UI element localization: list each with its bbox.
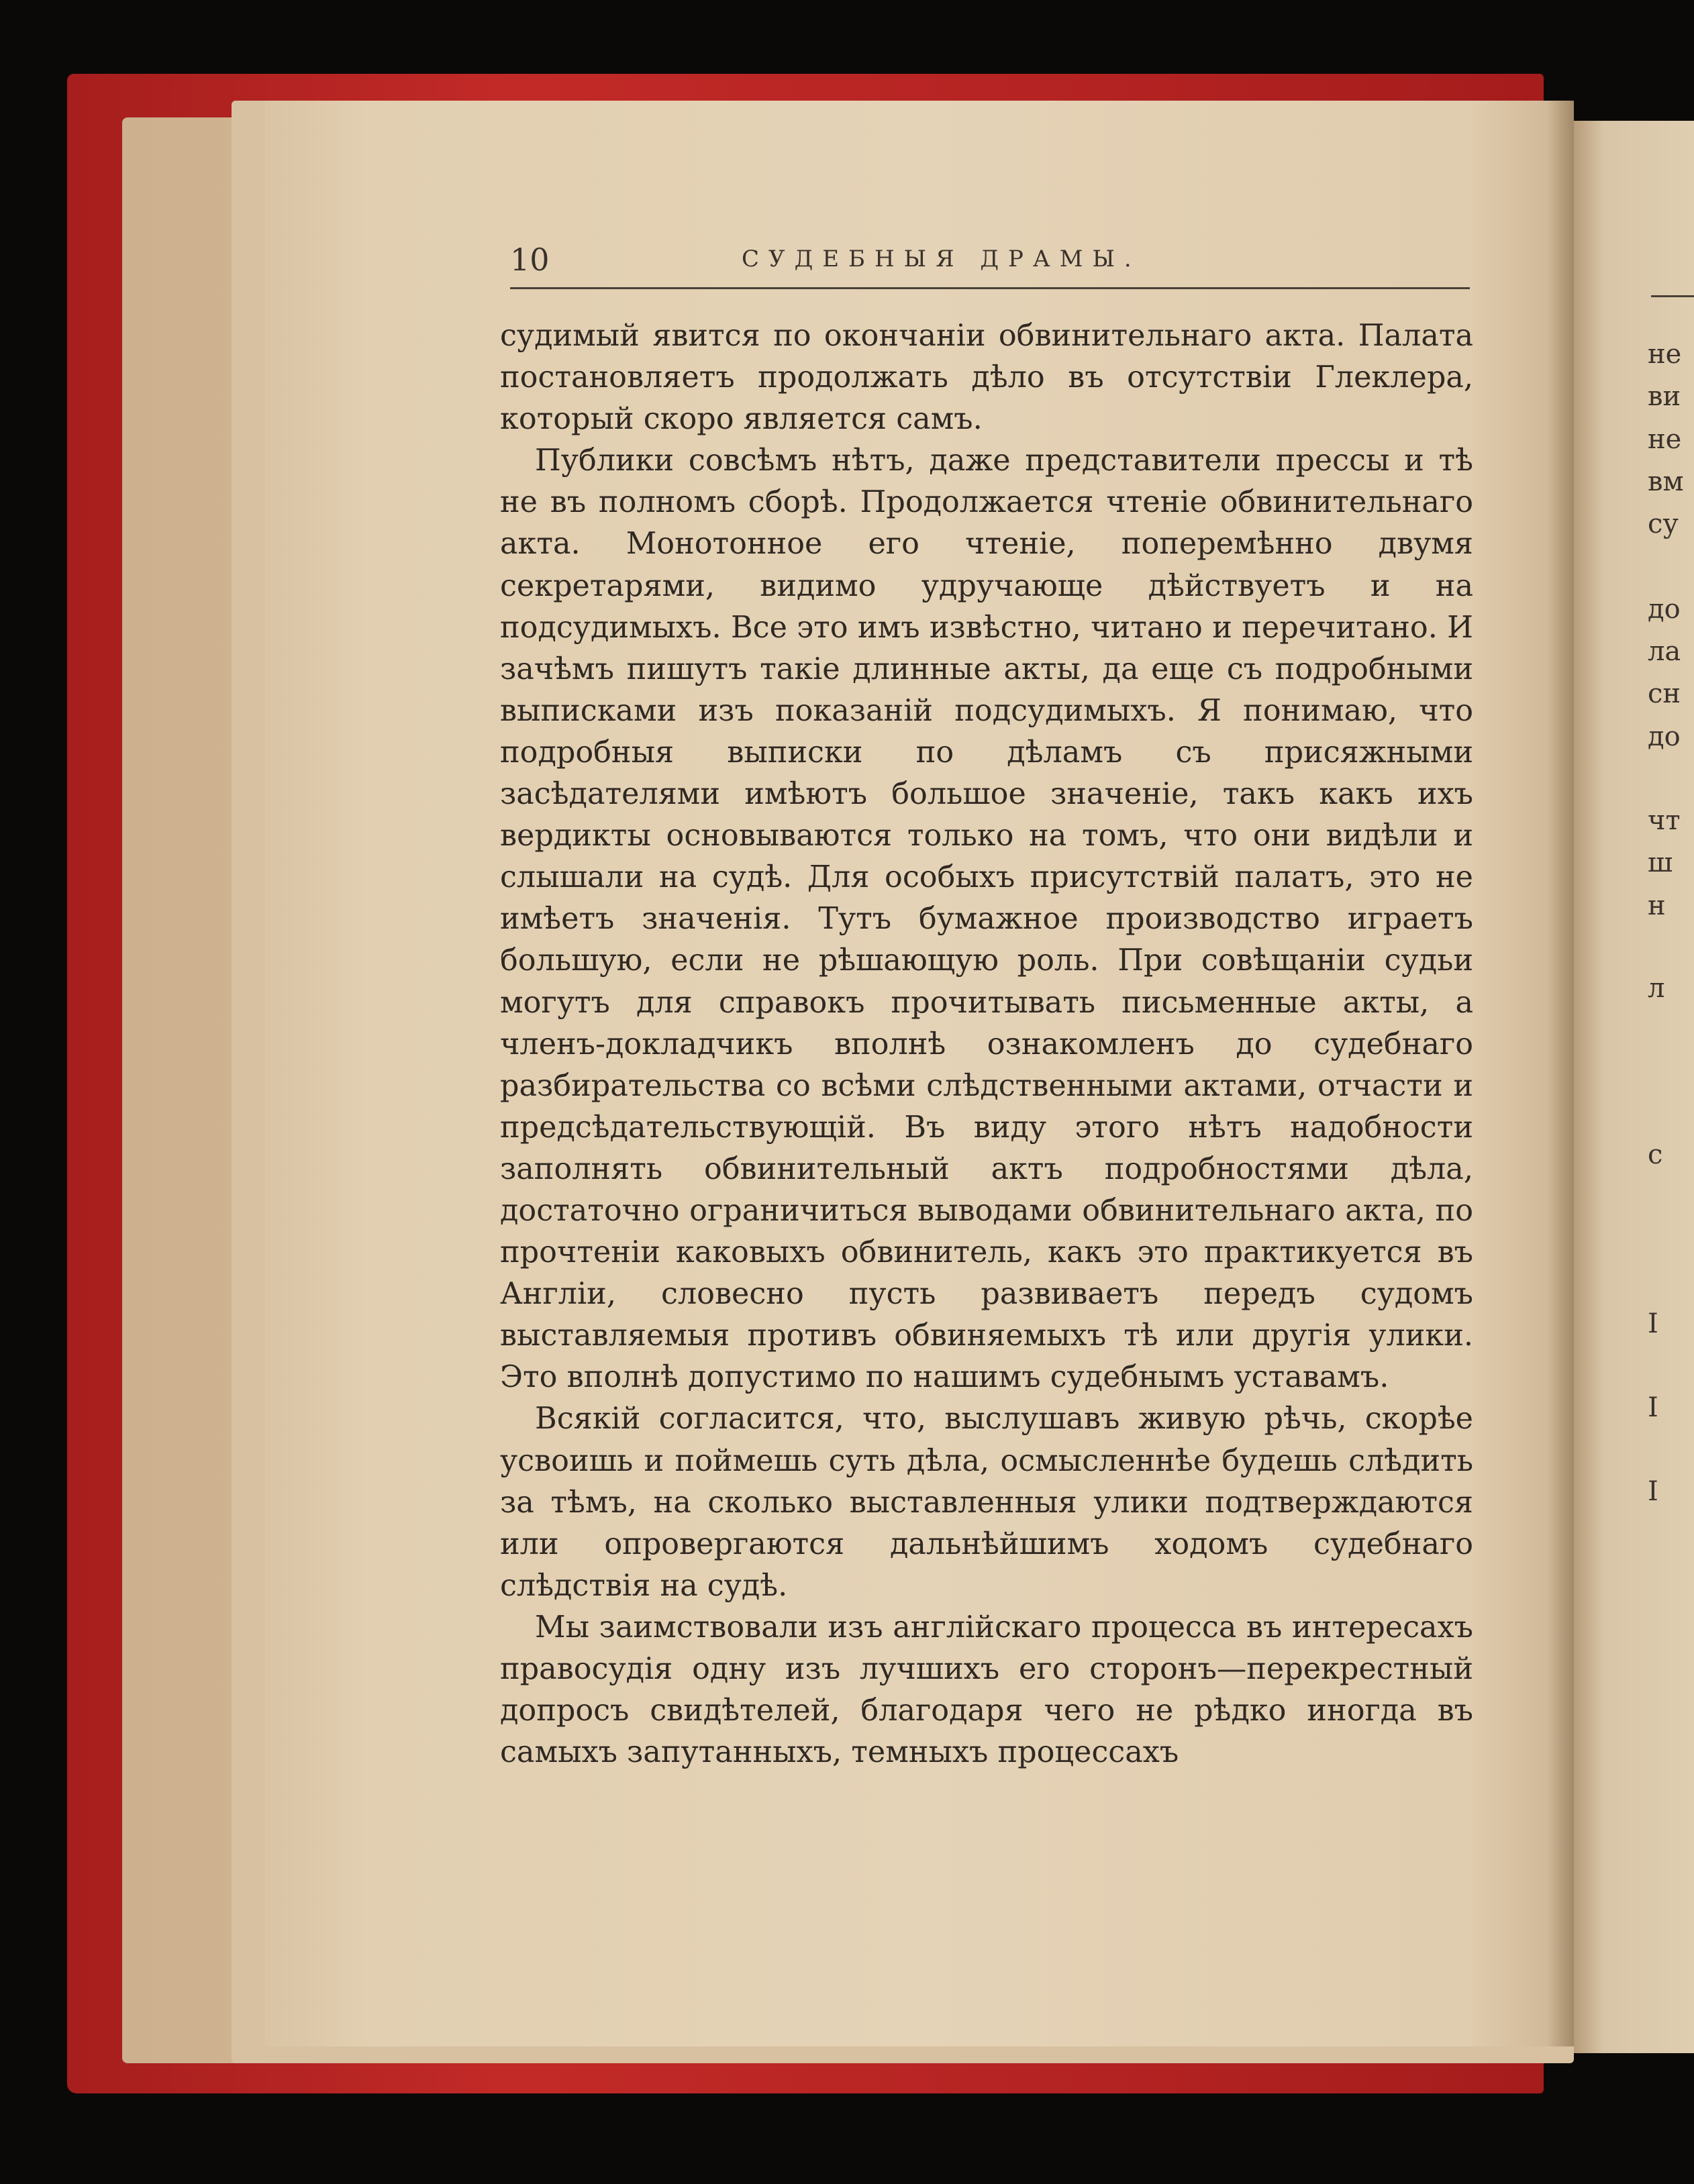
- right-page-fragment: н: [1648, 890, 1666, 921]
- right-page-fragment: ш: [1648, 847, 1673, 878]
- paragraph: судимый явится по окончанiи обвинительнаго акта. Палата постановляетъ продолжать дѣло въ отсутствiи Глеклера, который скоро является самъ.: [500, 319, 1473, 437]
- right-page-fragment: вм: [1648, 466, 1684, 497]
- right-page-fragment: чт: [1648, 805, 1681, 836]
- body-text: [500, 315, 1473, 1773]
- paragraph: Мы заимствовали изъ англiйскаго процесса въ интересахъ правосудiя одну изъ лучшихъ его сторонъ—перекрестный допросъ свидѣтелей, благодаря чего не рѣдко иногда въ самыхъ запутанныхъ, темныхъ процессахъ: [500, 1610, 1473, 1770]
- running-title: СУДЕБНЫЯ ДРАМЫ.: [742, 246, 1141, 272]
- paragraph: Публики совсѣмъ нѣтъ, даже представители прессы и тѣ не въ полномъ сборѣ. Продолжается чтенiе обвинительнаго акта. Монотонное его чтенiе, поперемѣнно двумя секретарями, видимо удручающе дѣйствуетъ и на подсудимыхъ. Все это имъ извѣстно, читано и перечитано. И зачѣмъ пишутъ такiе длинные акты, да еще съ подробными выписками изъ показанiй подсудимыхъ. Я понимаю, что подробныя выписки по дѣламъ съ присяжными засѣдателями имѣютъ большое значенiе, такъ какъ ихъ вердикты основываются только на томъ, что они видѣли и слышали на судѣ. Для особыхъ присутствiй палатъ, это не имѣетъ значенiя. Тутъ бумажное производство играетъ большую, если не рѣшающую роль. При совѣщанiи судьи могутъ для справокъ прочитывать письменные акты, а членъ-докладчикъ вполнѣ ознакомленъ до судебнаго разбирательства со всѣми слѣдственными актами, отчасти и предсѣдательствующiй. Въ виду этого нѣтъ надобности заполнять обвинительный актъ подробностями дѣла, достаточно ограничиться выводами обвинительнаго акта, по прочтенiи каковыхъ обвинитель, какъ это практикуется въ Англiи, словесно пусть развиваетъ передъ судомъ выставляемыя противъ обвиняемыхъ тѣ или другiя улики. Это вполнѣ допустимо по нашимъ судебнымъ уставамъ.: [500, 444, 1473, 1395]
- book-gutter: [1547, 101, 1574, 2046]
- right-page-fragment: до: [1648, 594, 1681, 625]
- right-page-fragment: сн: [1648, 678, 1681, 709]
- paragraph: Всякiй согласится, что, выслушавъ живую рѣчь, скорѣе усвоишь и поймешь суть дѣла, осмысленнѣе будешь слѣдить за тѣмъ, на сколько выставленныя улики подтверждаются или опровергаются дальнѣйшимъ ходомъ судебнаго слѣдствiя на судѣ.: [500, 1402, 1473, 1603]
- right-page-fragments: [1574, 121, 1694, 2053]
- right-page-fragment: с: [1648, 1139, 1663, 1170]
- right-page-fragment: I: [1648, 1308, 1658, 1339]
- right-page-fragment: I: [1648, 1392, 1658, 1423]
- right-page-rule: [1651, 295, 1694, 297]
- right-page-fragment: не: [1648, 339, 1682, 370]
- right-page-fragment: су: [1648, 509, 1679, 539]
- right-page-fragment: л: [1648, 973, 1665, 1004]
- right-page: [1574, 121, 1694, 2053]
- page-number: 10: [510, 242, 550, 278]
- header-rule: [510, 287, 1470, 289]
- right-page-fragment: ла: [1648, 636, 1681, 667]
- right-page-fragment: ви: [1648, 381, 1681, 412]
- running-head: [510, 242, 1470, 282]
- right-page-fragment: I: [1648, 1476, 1658, 1507]
- right-page-fragment: не: [1648, 424, 1682, 455]
- right-page-fragment: до: [1648, 721, 1681, 752]
